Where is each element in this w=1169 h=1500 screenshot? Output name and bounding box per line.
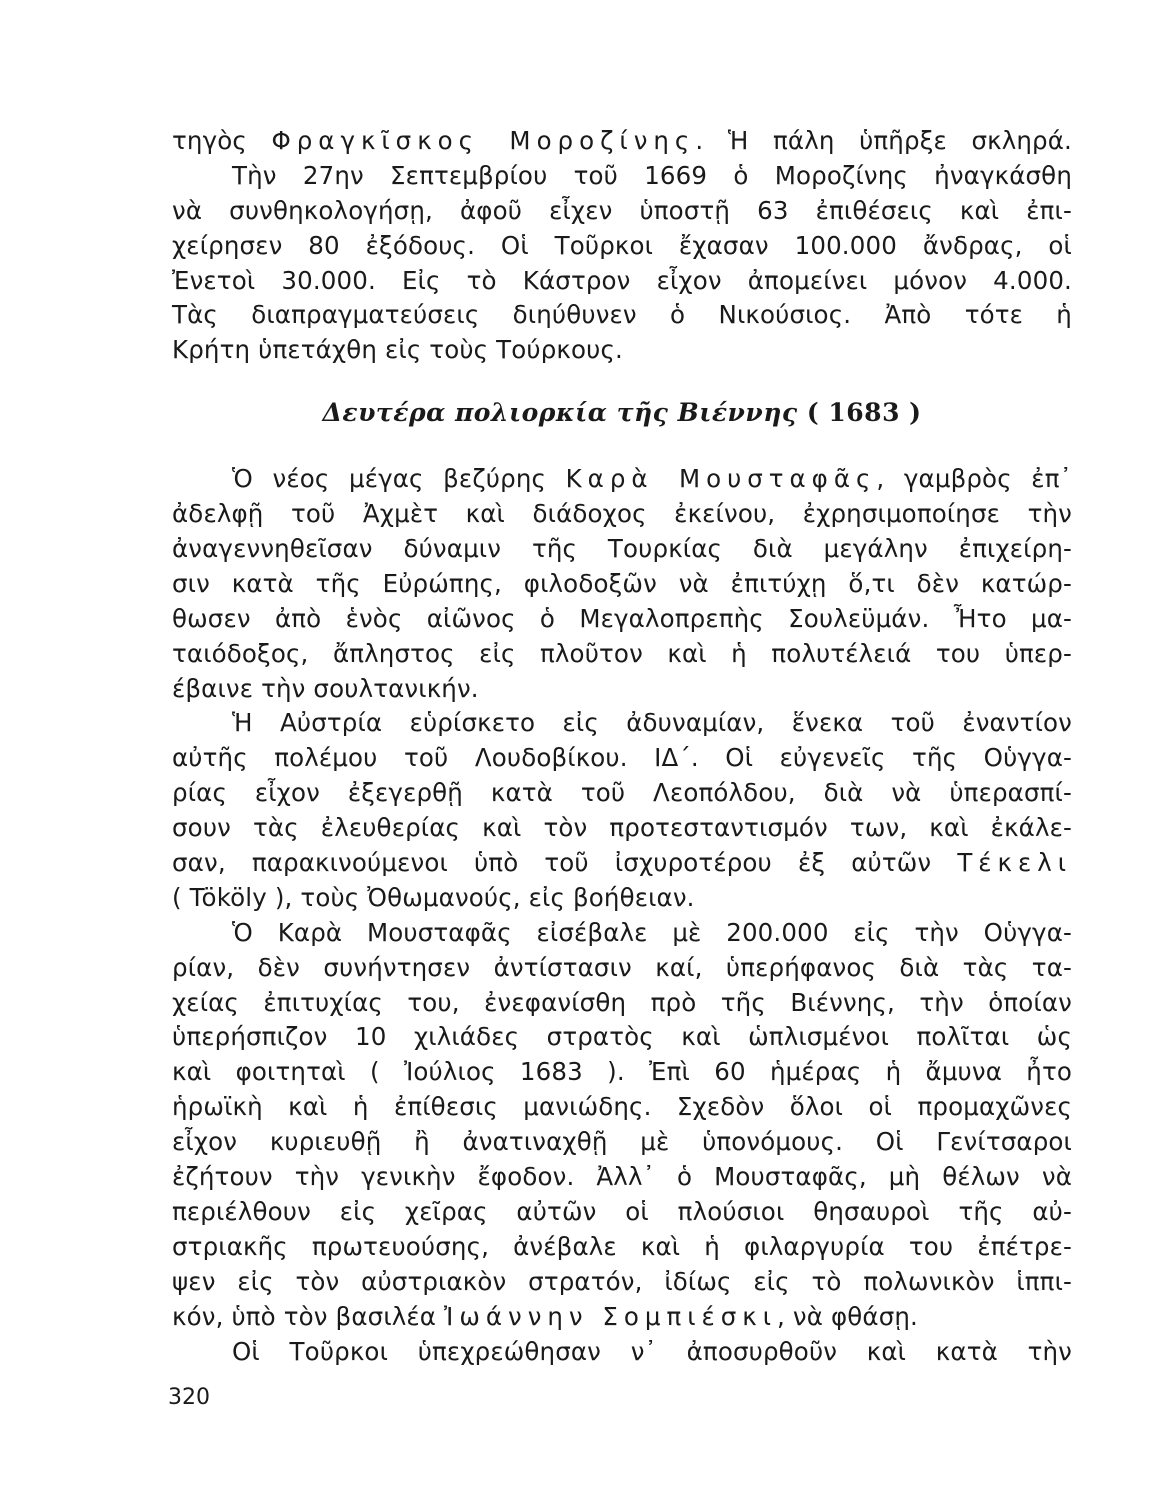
text-fragment: . Ἡ πάλη ὑπῆρξε σκληρά. — [695, 126, 1072, 155]
spaced-name: Ἰωάννην Σομπιέσκι — [444, 1301, 777, 1331]
text-line: Ὁ Καρὰ Μουσταφᾶς εἰσέβαλε μὲ 200.000 εἰς τὴν Οὑγγα- — [232, 917, 1072, 947]
text-line: εἶχον κυριευθῇ ἢ ἀνατιναχθῇ μὲ ὑπονόμους. Οἱ Γενίτσαροι — [172, 1127, 1072, 1157]
text-line: χείρησεν 80 ἐξόδους. Οἱ Τοῦρκοι ἔχασαν 100.000 ἄνδρας, οἱ — [172, 230, 1072, 260]
text-line: ψεν εἰς τὸν αὐστριακὸν στρατόν, ἰδίως εἰς τὸ πολωνικὸν ἱππι- — [172, 1266, 1072, 1296]
heading-year: ( 1683 ) — [806, 398, 922, 428]
text-line — [172, 1300, 1072, 1335]
opening-paragraph — [172, 124, 1072, 368]
text-line: στριακῆς πρωτευούσης, ἀνέβαλε καὶ ἡ φιλαργυρία του ἐπέτρε- — [172, 1231, 1072, 1261]
text-fragment: σαν, παρακινούμενοι ὑπὸ τοῦ ἰσχυροτέρου ἐξ αὐτῶν — [172, 848, 958, 878]
paragraph-1 — [172, 462, 1072, 706]
text-line — [172, 462, 1072, 497]
text-line: σιν κατὰ τῆς Εὐρώπης, φιλοδοξῶν νὰ ἐπιτύχῃ ὅ,τι δὲν κατώρ- — [172, 568, 1072, 598]
text-fragment: κόν, ὑπὸ τὸν βασιλέα — [172, 1301, 445, 1331]
text-line: Κρήτη ὑπετάχθη εἰς τοὺς Τούρκους. — [172, 335, 623, 365]
text-line: ἀναγεννηθεῖσαν δύναμιν τῆς Τουρκίας διὰ μεγάλην ἐπιχείρη- — [172, 534, 1072, 564]
paragraph-3 — [172, 916, 1072, 1335]
text-line: σουν τὰς ἐλευθερίας καὶ τὸν προτεσταντισμόν των, καὶ ἐκάλε- — [172, 813, 1072, 843]
spaced-name: Τέκελι — [957, 848, 1072, 878]
text-line: θωσεν ἀπὸ ἑνὸς αἰῶνος ὁ Μεγαλοπρεπὴς Σουλεϋμάν. Ἦτο μα- — [172, 603, 1072, 633]
paragraph-4 — [172, 1335, 1072, 1370]
text-line: ὑπερήσπιζον 10 χιλιάδες στρατὸς καὶ ὡπλισμένοι πολῖται ὡς — [172, 1022, 1072, 1052]
text-line: Τὰς διαπραγματεύσεις διηύθυνεν ὁ Νικούσιος. Ἀπὸ τότε ἡ — [172, 300, 1072, 330]
text-line: ταιόδοξος, ἄπληστος εἰς πλοῦτον καὶ ἡ πολυτέλειά του ὑπερ- — [172, 638, 1072, 668]
spaced-name: Φραγκῖσκος Μοροζίνης — [271, 126, 696, 155]
text-line: χείας ἐπιτυχίας του, ἐνεφανίσθη πρὸ τῆς Βιέννης, τὴν ὁποίαν — [172, 987, 1072, 1017]
text-line: Οἱ Τοῦρκοι ὑπεχρεώθησαν ν᾽ ἀποσυρθοῦν καὶ κατὰ τὴν — [232, 1336, 1072, 1366]
text-line: ρίας εἶχον ἐξεγερθῇ κατὰ τοῦ Λεοπόλδου, διὰ νὰ ὑπερασπί- — [172, 778, 1072, 808]
text-line — [172, 846, 1072, 881]
text-line: αὐτῆς πολέμου τοῦ Λουδοβίκου. ΙΔ΄. Οἱ εὐγενεῖς τῆς Οὑγγα- — [172, 743, 1072, 773]
text-line: ρίαν, δὲν συνήντησεν ἀντίστασιν καί, ὑπερήφανος διὰ τὰς τα- — [172, 952, 1072, 982]
text-fragment: τηγὸς — [172, 126, 272, 155]
text-line — [172, 124, 1072, 159]
text-line: Ἡ Αὐστρία εὑρίσκετο εἰς ἀδυναμίαν, ἕνεκα τοῦ ἐναντίον — [232, 708, 1072, 738]
text-line: ἀδελφῇ τοῦ Ἀχμὲτ καὶ διάδοχος ἐκείνου, ἐχρησιμοποίησε τὴν — [172, 499, 1072, 529]
text-fragment: , νὰ φθάσῃ. — [777, 1301, 918, 1331]
text-line: καὶ φοιτηταὶ ( Ἰούλιος 1683 ). Ἐπὶ 60 ἡμέρας ἡ ἄμυνα ἦτο — [172, 1057, 1072, 1087]
text-line: Ἐνετοὶ 30.000. Εἰς τὸ Κάστρον εἶχον ἀπομείνει μόνον 4.000. — [172, 265, 1072, 295]
paragraph-2 — [172, 706, 1072, 915]
page-body — [172, 124, 1072, 1369]
text-line: περιέλθουν εἰς χεῖρας αὐτῶν οἱ πλούσιοι θησαυροὶ τῆς αὐ- — [172, 1196, 1072, 1226]
text-line: Τὴν 27ην Σεπτεμβρίου τοῦ 1669 ὁ Μοροζίνης ἠναγκάσθη — [232, 160, 1072, 190]
text-line: έβαινε τὴν σουλτανικήν. — [172, 673, 479, 703]
text-line: ἡρωϊκὴ καὶ ἡ ἐπίθεσις μανιώδης. Σχεδὸν ὅλοι οἱ προμαχῶνες — [172, 1092, 1072, 1122]
text-line: ( Tököly ), τοὺς Ὀθωμανούς, εἰς βοήθειαν. — [172, 882, 695, 912]
section-heading — [172, 396, 1072, 430]
spaced-name: Καρὰ Μουσταφᾶς — [565, 464, 877, 494]
text-fragment: Ὁ νέος μέγας βεζύρης — [232, 464, 566, 494]
text-line: ἐζήτουν τὴν γενικὴν ἔφοδον. Ἀλλ᾽ ὁ Μουσταφᾶς, μὴ θέλων νὰ — [172, 1162, 1072, 1192]
page-number: 320 — [168, 1385, 210, 1410]
heading-title: Δευτέρα πολιορκία τῆς Βιέννης — [322, 398, 798, 428]
text-line: νὰ συνθηκολογήσῃ, ἀφοῦ εἶχεν ὑποστῇ 63 ἐπιθέσεις καὶ ἐπι- — [172, 195, 1072, 225]
text-fragment: , γαμβρὸς ἐπ᾽ — [876, 464, 1072, 494]
